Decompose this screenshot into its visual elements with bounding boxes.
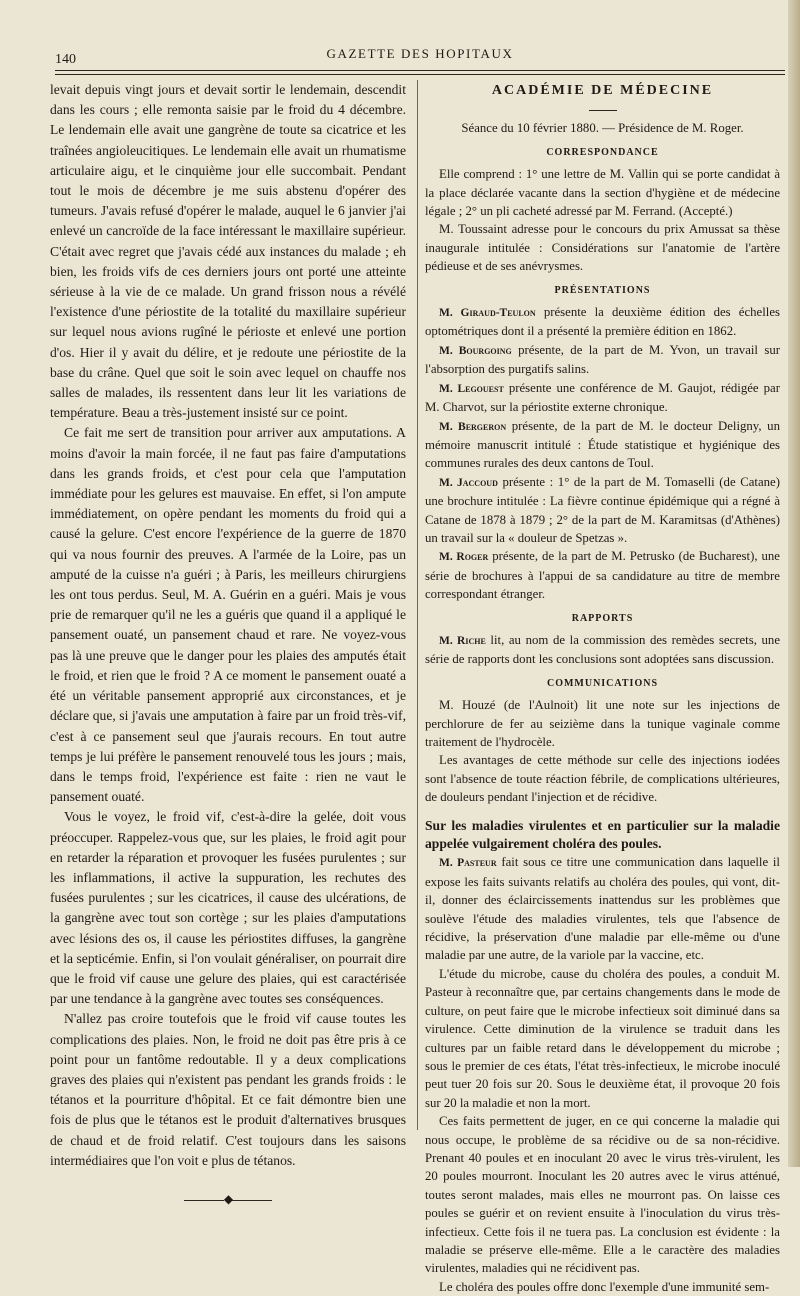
right-column: [425, 80, 780, 1296]
journal-title: GAZETTE DES HOPITAUX: [326, 46, 514, 61]
header-rule-top: [55, 70, 785, 71]
rapport-item: M. Riche lit, au nom de la commission des remèdes secrets, une série de rapports dont les conclusions sont adoptées sans discussion.: [425, 632, 780, 667]
presentation-item: M. Bergeron présente, de la part de M. le docteur Deligny, un mémoire manuscrit intitulé : Étude statistique et hygiénique des communes rurales des deux cantons de Toul.: [425, 418, 780, 471]
paragraph: N'allez pas croire toutefois que le froid vif cause toutes les complications des plaies. Non, le froid ne doit pas être pris à ce point pour un fantôme redoutable. Il y a deux complications graves des plaies qui n'existent pas pendant les grands froids : le tétanos et la pourriture d'hôpital. Et ce fait démontre bien une fois de plus que le tétanos est le produit d'alternatives brusques de chaud et de froid relatif. C'est toujours dans les saisons intermédiaires que l'on voit e plus de tétanos.: [50, 1011, 406, 1168]
speaker-name: M. Riche: [439, 634, 486, 647]
presentation-item: M. Roger présente, de la part de M. Petrusko (de Bucharest), une série de brochures à l'appui de sa candidature au titre de membre correspondant étranger.: [425, 549, 780, 602]
paragraph: Vous le voyez, le froid vif, c'est-à-dire la gelée, doit vous préoccuper. Rappelez-vous que, sur les plaies, le froid agit pour en retarder la réparation et provoquer les fusées purulentes ; sur les inflammations, il active la suppuration, les rechutes des fusées purulentes ; sur les cicatrices, il cause des ulcérations, de la gangrène avec tout son cortège ; sur les plaies d'amputations avec lésions des os, il cause les périostites diffuses, la gangrène et la septicémie. Enfin, si l'on voulait généraliser, on pourrait dire que le froid vif cause une gelure des plaies, qui est caractérisée par une tendance à la gangrène avec toutes ses conséquences.: [50, 809, 406, 1007]
paragraph: M. Pasteur fait sous ce titre une communication dans laquelle il expose les faits suivants relatifs au choléra des poules, qui vont, dit-il, donner des éclaircissements inattendus sur les problèmes que soulève l'étude des maladies virulentes, tels que l'absence de récidive, la préservation d'une maladie par elle-même ou d'une maladie par une autre, de la variole par la vaccine, etc.: [425, 855, 780, 963]
page-number: 140: [55, 52, 76, 67]
presentation-item: M. Legouest présente une conférence de M. Gaujot, rédigée par M. Charvot, sur la périostite externe chronique.: [425, 380, 780, 415]
article-title: Sur les maladies virulentes et en particulier sur la maladie appelée vulgairement choléra des poules.: [425, 817, 780, 852]
end-ornament: ◆: [50, 1189, 406, 1209]
heading-presentations: PRÉSENTATIONS: [554, 284, 651, 296]
heading-rapports: RAPPORTS: [571, 612, 634, 624]
speaker-name: M. Giraud-Teulon: [439, 307, 536, 320]
section-title: ACADÉMIE DE MÉDECINE: [491, 83, 714, 98]
title-rule: [589, 110, 617, 111]
paragraph: levait depuis vingt jours et devait sortir le lendemain, descendit dans les cours ; elle remonta saisie par le froid du 4 décembre. Le lendemain elle avait une gangrène de toute sa cicatrice et les traînées angioleucitiques. Le lendemain elle avait un rhumatisme articulaire aigu, et le cinquième jour elle succombait. Pendant tout le mois de décembre je me suis abstenu d'opérer des tumeurs. J'avais refusé d'opérer le malade, auquel le 6 janvier j'ai enlevé un cancroïde de la face intéressant le maxillaire supérieur. C'était avec regret que j'avais cédé aux instances du malade ; eh bien, les froids vifs de ces derniers jours ont porté une atteinte sérieuse à la vie de ce malade. Un grand frisson nous a révélé l'existence d'une périostite de la totalité du maxillaire supérieur sur lequel nous avions rugîné le périoste et enlevé une portion d'os. Hier il y avait du délire, et je redoute une périostite de la base du crâne. Quel que soit le soin avec lequel on chauffe nos salles de malades, ils ressentent dans leur lit les variations de température. Beau a très-justement insisté sur ce point.: [50, 82, 406, 421]
speaker-name: M. Bergeron: [439, 420, 507, 433]
speaker-name: M. Bourgoing: [439, 344, 512, 357]
presentation-item: M. Jaccoud présente : 1° de la part de M. Tomaselli (de Catane) une brochure intitulée : La fièvre continue épidémique qui a régné à Catane de 1878 à 1879 ; 2° de la part de M. Karamitsas (d'Athènes) un travail sur la « douleur de Spetzas ».: [425, 474, 780, 545]
column-divider: [417, 80, 418, 1130]
paragraph: Le choléra des poules offre donc l'exemple d'une immunité sem-: [439, 1279, 770, 1294]
speaker-name: M. Jaccoud: [439, 476, 498, 489]
paragraph: M. Houzé (de l'Aulnoit) lit une note sur les injections de perchlorure de fer au seizième dans la tunique vaginale comme traitement de l'hydrocèle.: [425, 698, 780, 749]
header-rule-bottom: [55, 74, 785, 75]
presentation-item: M. Bourgoing présente, de la part de M. Yvon, un travail sur l'absorption des purgatifs salins.: [425, 342, 780, 377]
left-column: [50, 80, 406, 1209]
speaker-name: M. Pasteur: [439, 857, 497, 870]
speaker-name: M. Legouest: [439, 382, 504, 395]
paragraph: Ce fait me sert de transition pour arriver aux amputations. A moins d'avoir la main forcée, il ne faut pas faire d'amputations dans les grands froids, et c'est pour cela que l'amputation immédiate pour les gelures est mauvaise. En effet, si l'on ampute immédiatement, on opère pendant les moments du froid qui a causé la gelure. C'est encore l'expérience de la guerre de 1870 qui va nous fournir des preuves. A l'armée de la Loire, pas un amputé de la cuisse n'a guéri ; à Paris, les meilleurs chirurgiens les ont tous perdus. Seul, M. A. Guérin en a guéri. Mais je vous prie de remarquer qu'il ne les a guéris que quand il a appliqué le pansement ouaté, un pansement chaud et rare. Ne voyez-vous pas là une preuve que le danger pour les plaies des amputés était le froid, et rien que le froid ? A ce moment le pansement ouaté a été un véritable pansement approprié aux circonstances, et je déclare que, si j'avais une amputation à faire par un froid très-vif, c'est à ce pansement seul que j'aurais recours. En tout autre temps je lui préfère le pansement renouvelé tous les jours ; mais, dans le temps froid, l'expérience est faite : rien ne vaut le pansement ouaté.: [50, 425, 406, 805]
page-edge: [788, 0, 800, 1167]
paragraph: L'étude du microbe, cause du choléra des poules, a conduit M. Pasteur à reconnaître que, par certains changements dans le mode de culture, on peut faire que le microbe infectieux soit diminué dans sa virulence. Cette diminution de la virulence se traduit dans les cultures par un faible retard dans le développement du microbe ; sous le premier de ces états, l'état très-infectieux, le microbe inoculé peut tuer 20 fois sur 20. Sous le deuxième état, il provoque 20 fois sur 20 la maladie et non la mort.: [425, 966, 780, 1110]
paragraph: Les avantages de cette méthode sur celle des injections iodées sont l'absence de toute réaction fébrile, de complications ultérieures, de douleurs pendant l'injection et de récidive.: [425, 753, 780, 805]
paragraph: Elle comprend : 1° une lettre de M. Vallin qui se porte candidat à la place déclarée vacante dans la section d'hygiène et de médecine légale ; 2° un pli cacheté adressé par M. Ferrand. (Accepté.): [425, 167, 780, 219]
paragraph: M. Toussaint adresse pour le concours du prix Amussat sa thèse inaugurale intitulée : Considérations sur l'anatomie de l'artère pédieuse et de ses anévrysmes.: [425, 222, 780, 274]
heading-correspondance: CORRESPONDANCE: [546, 146, 659, 158]
page-header: [55, 40, 785, 70]
heading-communications: COMMUNICATIONS: [546, 677, 659, 689]
paragraph: Ces faits permettent de juger, en ce qui concerne la maladie qui nous occupe, le problème de sa récidive ou de sa non-récidive. Prenant 40 poules et en inoculant 20 avec le virus très-virulent, les 20 poules mourront. Inoculant les 20 autres avec le virus atténué, toutes seront malades, mais elles ne mourront pas. On laisse ces poules se guérir et on revient ensuite à l'inoculation du virus très-infectieux. Cette fois il ne tuera pas. La conclusion est évidente : la maladie se préserve elle-même. Elle a le caractère des maladies virulentes, maladies qui ne récidivent pas.: [425, 1114, 780, 1276]
speaker-name: M. Roger: [439, 551, 489, 564]
session-line: Séance du 10 février 1880. — Présidence de M. Roger.: [461, 121, 744, 136]
presentation-item: M. Giraud-Teulon présente la deuxième édition des échelles optométriques dont il a présenté la première édition en 1862.: [425, 305, 780, 339]
